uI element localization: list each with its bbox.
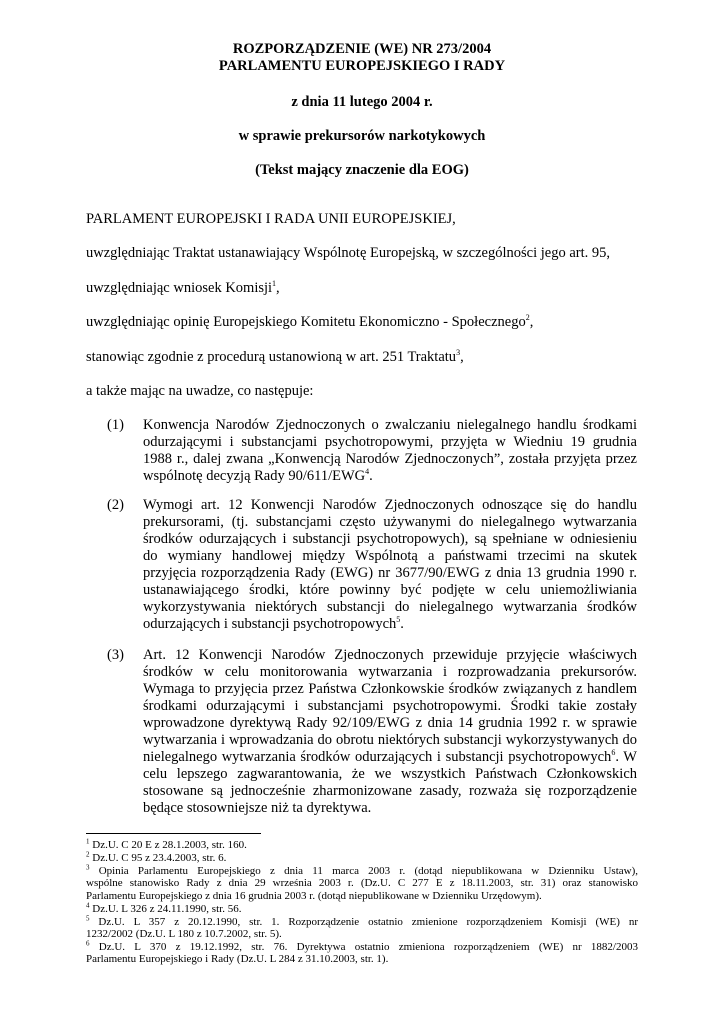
- recital-3: [143, 647, 637, 817]
- recital-line: ustanawiającego środki, które powinny być podjęte w celu uniemożliwiania: [143, 582, 637, 598]
- recital-line: Wymogi art. 12 Konwencji Narodów Zjednoczonych odnoszące się do handlu: [143, 497, 637, 513]
- footnote-3: $^3$ Opinia Parlamentu Europejskiego z dnia 11 marca 2003 r. (dotąd niepublikowana w Dzienniku Ustaw), wspólne stanowisko Rady z dnia 29 września 2003 r. (Dz.U. C 277 E z 18.11.2003, str. 31) oraz stanowisko Parlamentu Europejskiego z dnia 16 grudnia 2003 r. (dotąd niepublikowane w Dzienniku Urzędowym).: [86, 863, 638, 902]
- footnote-ref-5: 5: [396, 615, 401, 625]
- footnote-6: $^6$ Dz.U. L 370 z 19.12.1992, str. 76. Dyrektywa ostatnio zmieniona rozporządzeniem (WE) nr 1882/2003 Parlamentu Europejskiego i Rady (Dz.U. L 284 z 31.10.2003, str. 1).: [86, 939, 638, 966]
- recital-line: wprowadzone dyrektywą Rady 92/109/EWG z dnia 14 grudnia 1992 r. w sprawie: [143, 715, 637, 731]
- recital-line: do wymiany handlowej między Wspólnotą a państwami trzecimi na skutek: [143, 548, 637, 564]
- recital-line: wykorzystywania niektórych substancji do nielegalnego wytwarzania środków: [143, 599, 637, 615]
- footnote-4: $^4$ Dz.U. L 326 z 24.11.1990, str. 56.: [86, 901, 242, 915]
- regulation-title-line-2: PARLAMENTU EUROPEJSKIEGO I RADY: [218, 58, 506, 74]
- regulation-subject: w sprawie prekursorów narkotykowych: [238, 128, 486, 144]
- footnote-ref-3: 3: [456, 348, 461, 358]
- recital-line: stosowane są jednocześnie zharmonizowane zasady, rozważa się rozporządzenie: [143, 783, 637, 799]
- footnote-ref-2: 2: [525, 313, 530, 323]
- recital-line: wspólnotę decyzją Rady 90/611/EWG$^4$.: [143, 467, 373, 484]
- eea-relevance-note: (Tekst mający znaczenie dla EOG): [255, 162, 469, 178]
- footnote-2: $^2$ Dz.U. C 95 z 23.4.2003, str. 6.: [86, 850, 227, 864]
- recital-line: środków w celu monitorowania wytwarzania i rozprowadzania prekursorów.: [143, 664, 637, 680]
- preamble-commission: uwzględniając wniosek Komisji$^1$,: [86, 279, 280, 296]
- recital-line: celu lepszego zagwarantowania, że we wszystkich Państwach Członkowskich: [143, 766, 637, 782]
- preamble-esc: uwzględniając opinię Europejskiego Komitetu Ekonomiczno - Społecznego$^2$,: [86, 313, 534, 330]
- recital-line: przyjęcia rozporządzenia Rady (EWG) nr 3677/90/EWG z dnia 13 grudnia 1990 r.: [143, 565, 637, 581]
- preamble-treaty: uwzględniając Traktat ustanawiający Wspólnotę Europejską, w szczególności jego art. 95,: [86, 245, 610, 261]
- recital-line: Konwencja Narodów Zjednoczonych o zwalczaniu nielegalnego handlu środkami: [143, 417, 637, 433]
- recital-line: 1988 r., dalej zwana „Konwencją Narodów Zjednoczonych”, została przyjęta przez: [143, 451, 637, 467]
- recital-line: środkami odurzającymi i substancjami psychotropowymi. Środki takie zostały: [143, 698, 637, 714]
- recital-line: środków odurzających i substancji psychotropowych), są spełniane w odniesieniu: [143, 531, 637, 547]
- recital-line: prekursorami, (tj. substancjami często używanymi do nielegalnego wytwarzania: [143, 514, 637, 530]
- recital-line: odurzającymi i substancjami psychotropowymi, przyjęta w Wiedniu 19 grudnia: [143, 434, 637, 450]
- recital-line: Art. 12 Konwencji Narodów Zjednoczonych przewiduje przyjęcie właściwych: [143, 647, 637, 663]
- footnote-ref-6: 6: [611, 748, 616, 758]
- recital-line: wytwarzania i wprowadzania do obrotu niektórych substancji wykorzystywanych do: [143, 732, 637, 748]
- preamble-institution: PARLAMENT EUROPEJSKI I RADA UNII EUROPEJSKIEJ,: [86, 211, 456, 227]
- recital-line: Wymaga to przyjęcia przez Państwa Członkowskie środków związanych z handlem: [143, 681, 637, 697]
- regulation-title-line-1: ROZPORZĄDZENIE (WE) NR 273/2004: [232, 41, 492, 57]
- regulation-date: z dnia 11 lutego 2004 r.: [291, 94, 433, 110]
- preamble-whereas: a także mając na uwadze, co następuje:: [86, 383, 314, 399]
- recital-line: odurzających i substancji psychotropowych$^5$.: [143, 615, 404, 632]
- recital-number: (2): [107, 497, 124, 513]
- footnote-5: $^5$ Dz.U. L 357 z 20.12.1990, str. 1. Rozporządzenie ostatnio zmienione rozporządzeniem Komisji (WE) nr 1232/2002 (Dz.U. L 180 z 10.7.2002, str. 5).: [86, 914, 638, 941]
- preamble-procedure: stanowiąc zgodnie z procedurą ustanowioną w art. 251 Traktatu$^3$,: [86, 348, 464, 365]
- recital-number: (1): [107, 417, 124, 433]
- footnote-ref-4: 4: [365, 467, 370, 477]
- recital-line: będące stosowniejsze niż ta dyrektywa.: [143, 800, 372, 816]
- recital-line: nielegalnego wytwarzania środków odurzających i substancji psychotropowych$^6$. W: [143, 748, 637, 765]
- footnote-separator: [86, 833, 261, 834]
- footnote-ref-1: 1: [272, 279, 277, 289]
- recital-2: [143, 497, 637, 633]
- footnote-1: $^1$ Dz.U. C 20 E z 28.1.2003, str. 160.: [86, 837, 247, 851]
- recital-1: [143, 417, 637, 485]
- recital-number: (3): [107, 647, 124, 663]
